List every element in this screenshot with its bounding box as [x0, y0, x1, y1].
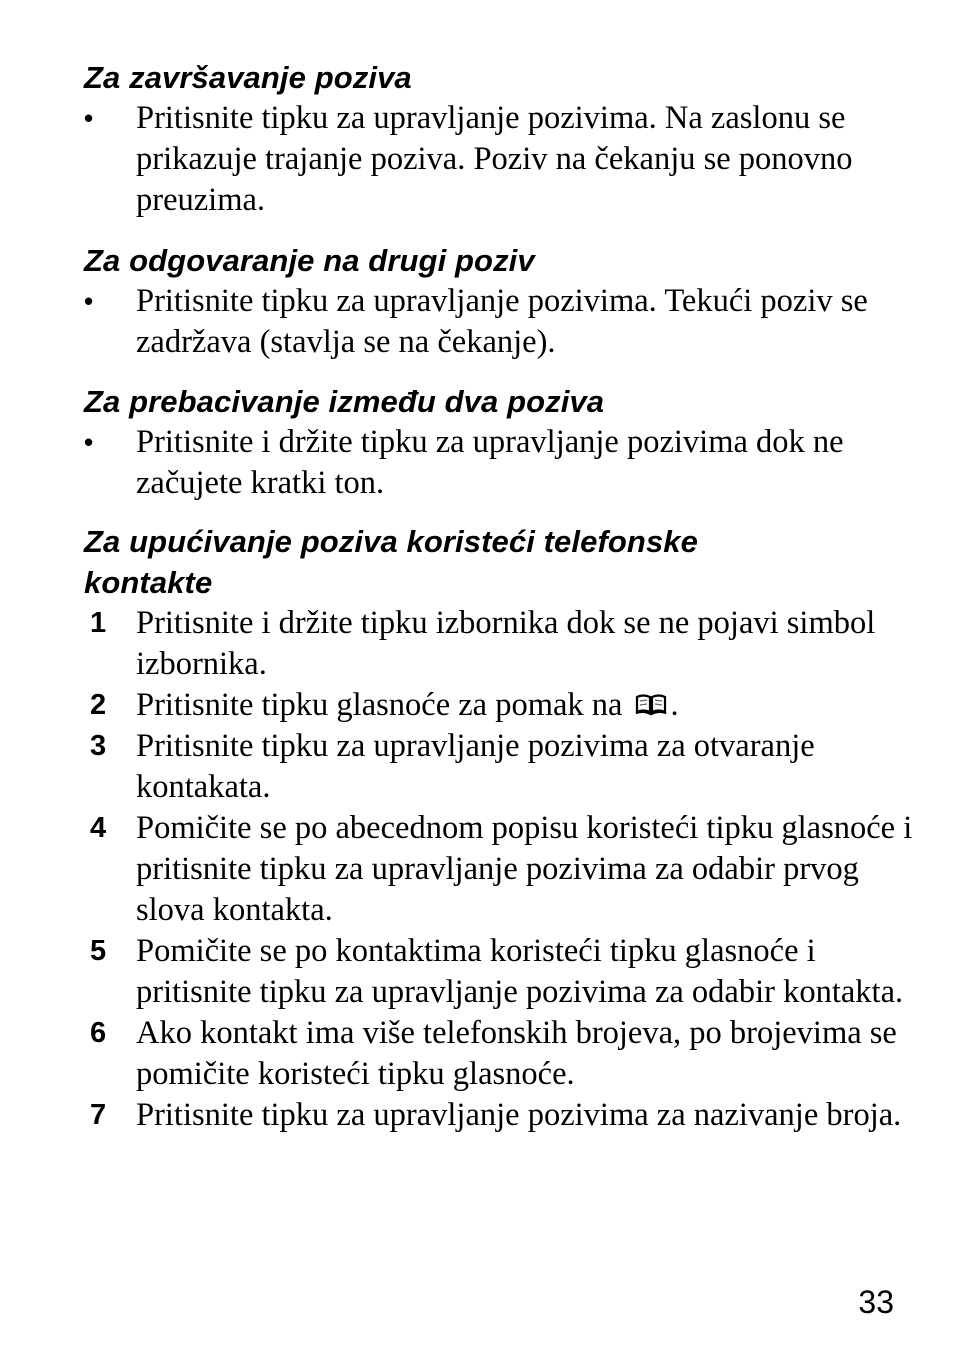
item-text: Pritisnite tipku za upravljanje pozivima za otvaranje kontakata. — [136, 728, 815, 805]
item-text: Pritisnite tipku za upravljanje pozivima. Na zaslonu se prikazuje trajanje poziva. Poziv na čekanju se ponovno preuzima. — [136, 100, 853, 218]
item-text: Pritisnite i držite tipku izbornika dok se ne pojavi simbol izbornika. — [136, 605, 876, 682]
section-heading: Za odgovaranje na drugi poziv — [84, 243, 535, 278]
item-text: Pritisnite tipku za upravljanje pozivima za nazivanje broja. — [136, 1097, 902, 1133]
section-switch-calls — [84, 381, 914, 504]
section-call-from-contacts — [84, 521, 914, 1136]
list-item — [84, 1013, 914, 1095]
list-item — [84, 685, 914, 726]
section-heading: Za prebacivanje između dva poziva — [84, 384, 605, 419]
item-text: Pritisnite i držite tipku za upravljanje pozivima dok ne začujete kratki ton. — [136, 424, 844, 501]
item-text: Ako kontakt ima više telefonskih brojeva, po brojevima se pomičite koristeći tipku glasnoće. — [136, 1015, 897, 1092]
list-item — [84, 98, 914, 221]
section-heading: Za upućivanje poziva koristeći telefonske kontakte — [84, 524, 698, 600]
list-item — [84, 422, 914, 504]
list-item — [84, 603, 914, 685]
step-number: 5 — [90, 935, 107, 967]
bullet-marker: • — [84, 286, 94, 316]
bullet-marker: • — [84, 103, 94, 133]
list-item — [84, 726, 914, 808]
step-number: 2 — [90, 689, 107, 721]
list-item — [84, 281, 914, 363]
phonebook-icon — [634, 686, 668, 710]
step-number: 6 — [90, 1017, 107, 1049]
step-number: 1 — [90, 607, 107, 639]
section-heading: Za završavanje poziva — [84, 60, 412, 95]
item-text: Pomičite se po abecednom popisu koristeći tipku glasnoće i pritisnite tipku za upravljanje pozivima za odabir prvog slova kontakta. — [136, 810, 913, 928]
bullet-marker: • — [84, 427, 94, 457]
step-number: 3 — [90, 730, 107, 762]
item-text-end: . — [670, 687, 679, 723]
item-text: Pomičite se po kontaktima koristeći tipku glasnoće i pritisnite tipku za upravljanje pozivima za odabir kontakta. — [136, 933, 904, 1010]
list-item — [84, 931, 914, 1013]
item-text: Pritisnite tipku za upravljanje pozivima. Tekući poziv se zadržava (stavlja se na čekanje). — [136, 283, 868, 360]
step-number: 7 — [90, 1099, 107, 1131]
item-text: Pritisnite tipku glasnoće za pomak na — [136, 687, 623, 723]
list-item — [84, 1095, 914, 1136]
section-ending-call — [84, 57, 914, 221]
page-number: 33 — [858, 1284, 894, 1320]
list-item — [84, 808, 914, 931]
step-number: 4 — [90, 812, 107, 844]
section-answer-second-call — [84, 240, 914, 363]
